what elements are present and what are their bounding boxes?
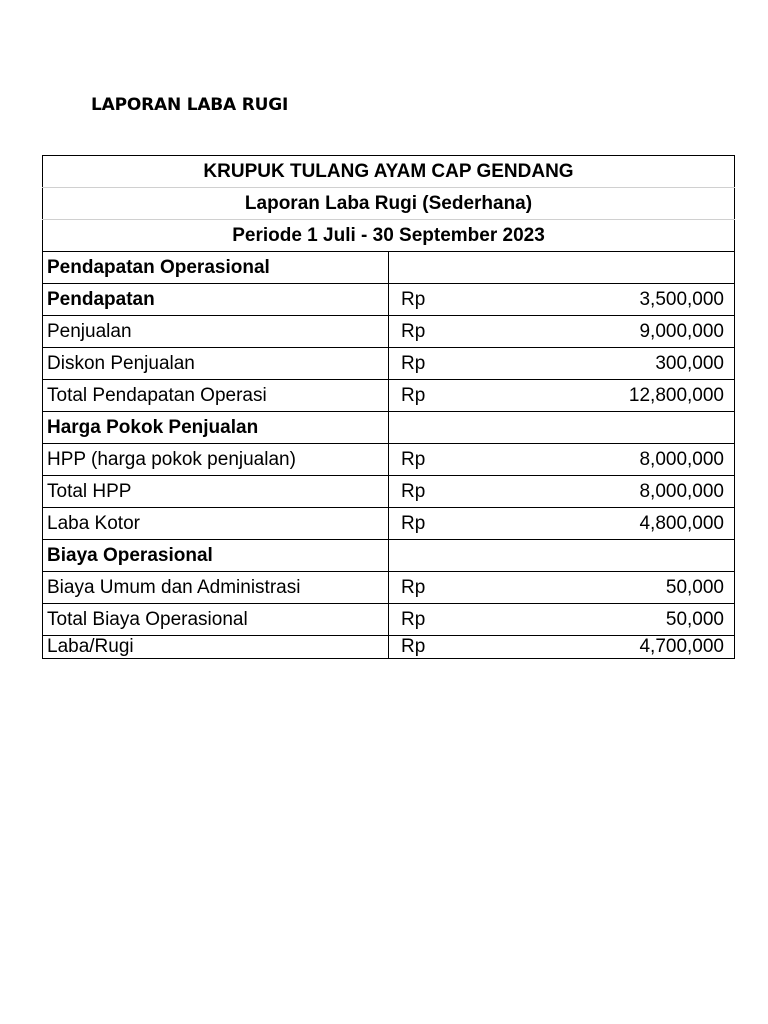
table-row — [43, 508, 735, 540]
row-label: Pendapatan Operasional — [43, 252, 389, 284]
table-row — [43, 636, 735, 659]
amount-wrapper — [401, 572, 724, 603]
row-amount-cell — [389, 348, 735, 380]
amount-wrapper — [401, 316, 724, 347]
table-row — [43, 604, 735, 636]
row-label: Total Pendapatan Operasi — [43, 380, 389, 412]
table-row — [43, 412, 735, 444]
income-statement-table — [42, 155, 735, 659]
amount-wrapper — [401, 636, 724, 658]
currency-label: Rp — [401, 609, 426, 630]
row-label: Harga Pokok Penjualan — [43, 412, 389, 444]
amount-value: 4,700,000 — [639, 636, 724, 657]
table-row — [43, 252, 735, 284]
amount-value: 8,000,000 — [639, 481, 724, 502]
amount-value: 3,500,000 — [639, 289, 724, 310]
row-label: Laba Kotor — [43, 508, 389, 540]
row-label: Laba/Rugi — [43, 636, 389, 659]
table-row — [43, 284, 735, 316]
currency-label: Rp — [401, 513, 426, 534]
currency-label: Rp — [401, 289, 426, 310]
table-row — [43, 476, 735, 508]
currency-label: Rp — [401, 636, 426, 657]
amount-wrapper — [401, 476, 724, 507]
table-row — [43, 348, 735, 380]
row-amount-cell — [389, 316, 735, 348]
row-amount-cell — [389, 380, 735, 412]
amount-value: 300,000 — [655, 353, 724, 374]
row-amount-cell — [389, 636, 735, 659]
currency-label: Rp — [401, 385, 426, 406]
income-statement-body — [43, 156, 735, 659]
amount-value: 12,800,000 — [628, 385, 724, 406]
row-label: Total HPP — [43, 476, 389, 508]
row-amount-cell — [389, 476, 735, 508]
amount-value: 8,000,000 — [639, 449, 724, 470]
currency-label: Rp — [401, 577, 426, 598]
header-row-period — [43, 220, 735, 252]
amount-wrapper — [401, 508, 724, 539]
amount-value: 50,000 — [665, 577, 724, 598]
row-amount-cell — [389, 540, 735, 572]
row-label: Pendapatan — [43, 284, 389, 316]
row-label: Total Biaya Operasional — [43, 604, 389, 636]
row-amount-cell — [389, 508, 735, 540]
report-period: Periode 1 Juli - 30 September 2023 — [43, 220, 735, 252]
table-row — [43, 380, 735, 412]
amount-wrapper — [401, 284, 724, 315]
currency-label: Rp — [401, 449, 426, 470]
row-label: Biaya Operasional — [43, 540, 389, 572]
row-label: Biaya Umum dan Administrasi — [43, 572, 389, 604]
header-row-company — [43, 156, 735, 188]
row-label: Penjualan — [43, 316, 389, 348]
row-label: HPP (harga pokok penjualan) — [43, 444, 389, 476]
table-row — [43, 540, 735, 572]
amount-wrapper — [401, 380, 724, 411]
row-label: Diskon Penjualan — [43, 348, 389, 380]
report-subtitle: Laporan Laba Rugi (Sederhana) — [43, 188, 735, 220]
row-amount-cell — [389, 572, 735, 604]
currency-label: Rp — [401, 321, 426, 342]
amount-value: 9,000,000 — [639, 321, 724, 342]
row-amount-cell — [389, 412, 735, 444]
row-amount-cell — [389, 604, 735, 636]
amount-wrapper — [401, 348, 724, 379]
company-name: KRUPUK TULANG AYAM CAP GENDANG — [43, 156, 735, 188]
table-row — [43, 572, 735, 604]
currency-label: Rp — [401, 481, 426, 502]
document-title: LAPORAN LABA RUGI — [91, 95, 289, 115]
amount-value: 50,000 — [665, 609, 724, 630]
amount-value: 4,800,000 — [639, 513, 724, 534]
amount-wrapper — [401, 444, 724, 475]
currency-label: Rp — [401, 353, 426, 374]
header-row-subtitle — [43, 188, 735, 220]
row-amount-cell — [389, 252, 735, 284]
amount-wrapper — [401, 604, 724, 635]
row-amount-cell — [389, 284, 735, 316]
table-row — [43, 316, 735, 348]
table-row — [43, 444, 735, 476]
row-amount-cell — [389, 444, 735, 476]
